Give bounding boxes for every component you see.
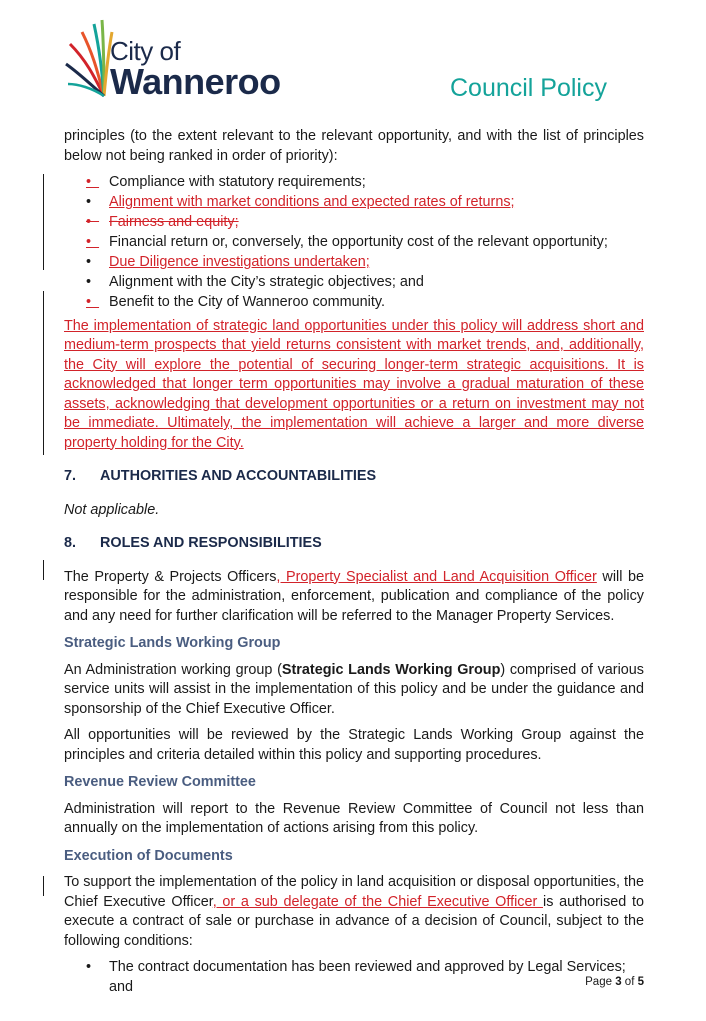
logo-wanneroo-text: Wanneroo	[110, 61, 281, 102]
list-item: • Financial return or, conversely, the opportunity cost of the relevant opportunity;	[64, 233, 644, 253]
rrc-paragraph: Administration will report to the Revenue Review Committee of Council not less than annually on the implementation of actions arising from this policy.	[64, 800, 644, 836]
change-bar	[43, 876, 44, 896]
execution-paragraph: To support the implementation of the policy in land acquisition or disposal opportunities, the Chief Executive Officer, or a sub delegate of the Chief Executive Officer is authorised to execute a contract of sale or purchase in advance of a decision of Council, subject to the following conditions:	[64, 874, 644, 949]
change-bar	[43, 291, 44, 455]
section-7-body: Not applicable.	[64, 501, 160, 518]
logo-city-text: City of	[110, 36, 181, 66]
execution-heading: Execution of Documents	[64, 847, 233, 864]
roles-paragraph: The Property & Projects Officers, Property Specialist and Land Acquisition Officer will be responsible for the administration, enforcement, publication and compliance of the policy and any need for further clarification will be referred to the Manager Property Services.	[64, 568, 645, 624]
list-item: • Fairness and equity;	[64, 213, 644, 233]
logo-plant-icon	[64, 18, 114, 98]
page-number: Page 3 of 5	[585, 976, 644, 988]
bullet-icon: •	[86, 959, 92, 975]
bullet-icon: •	[86, 174, 100, 190]
implementation-paragraph: The implementation of strategic land opportunities under this policy will address short and medium-term prospects that yield returns consistent with market trends, and, additionally, the City will explore the potential of securing longer-term strategic acquisitions. It is acknowledged that longer term opportunities may involve a gradual maturation of these assets, acknowledging that development opportunities or a return on investment may not be immediate. Ultimately, the implementation will achieve a larger and more diverse property holding for the City.	[64, 317, 644, 451]
slwg-heading: Strategic Lands Working Group	[64, 635, 281, 651]
bullet-icon: •	[86, 274, 92, 290]
policy-body	[64, 127, 644, 1001]
principles-list	[64, 173, 644, 313]
conditions-list	[64, 958, 644, 997]
city-of-wanneroo-logo	[64, 18, 304, 104]
change-bar	[43, 560, 44, 580]
rrc-heading: Revenue Review Committee	[64, 774, 256, 790]
list-item: • Benefit to the City of Wanneroo community.	[64, 293, 644, 313]
list-item: • Alignment with the City’s strategic objectives; and	[64, 273, 644, 293]
slwg-paragraph-2: All opportunities will be reviewed by the Strategic Lands Working Group against the principles and criteria detailed within this policy and supporting procedures.	[64, 727, 644, 763]
bullet-icon: •	[86, 234, 100, 250]
bullet-icon: •	[86, 254, 92, 270]
document-type-title: Council Policy	[449, 74, 607, 102]
bullet-icon: •	[86, 194, 92, 210]
list-item: • The contract documentation has been reviewed and approved by Legal Services; and	[86, 959, 626, 995]
bullet-icon: •	[86, 214, 100, 230]
list-item: • Due Diligence investigations undertaken;	[64, 253, 644, 273]
slwg-paragraph: An Administration working group (Strategic Lands Working Group) comprised of various service units will assist in the implementation of this policy and be under the guidance and sponsorship of the Chief Executive Officer.	[64, 661, 644, 717]
bullet-icon: •	[86, 294, 100, 310]
change-bar	[43, 174, 44, 270]
list-item: • Alignment with market conditions and expected rates of returns;	[64, 193, 644, 213]
section-8-heading: 8. ROLES AND RESPONSIBILITIES	[64, 535, 322, 551]
principles-intro: principles (to the extent relevant to the relevant opportunity, and with the list of principles below not being ranked in order of priority):	[64, 128, 644, 164]
list-item: • Compliance with statutory requirements;	[64, 173, 644, 193]
section-7-heading: 7. AUTHORITIES AND ACCOUNTABILITIES	[64, 468, 377, 484]
